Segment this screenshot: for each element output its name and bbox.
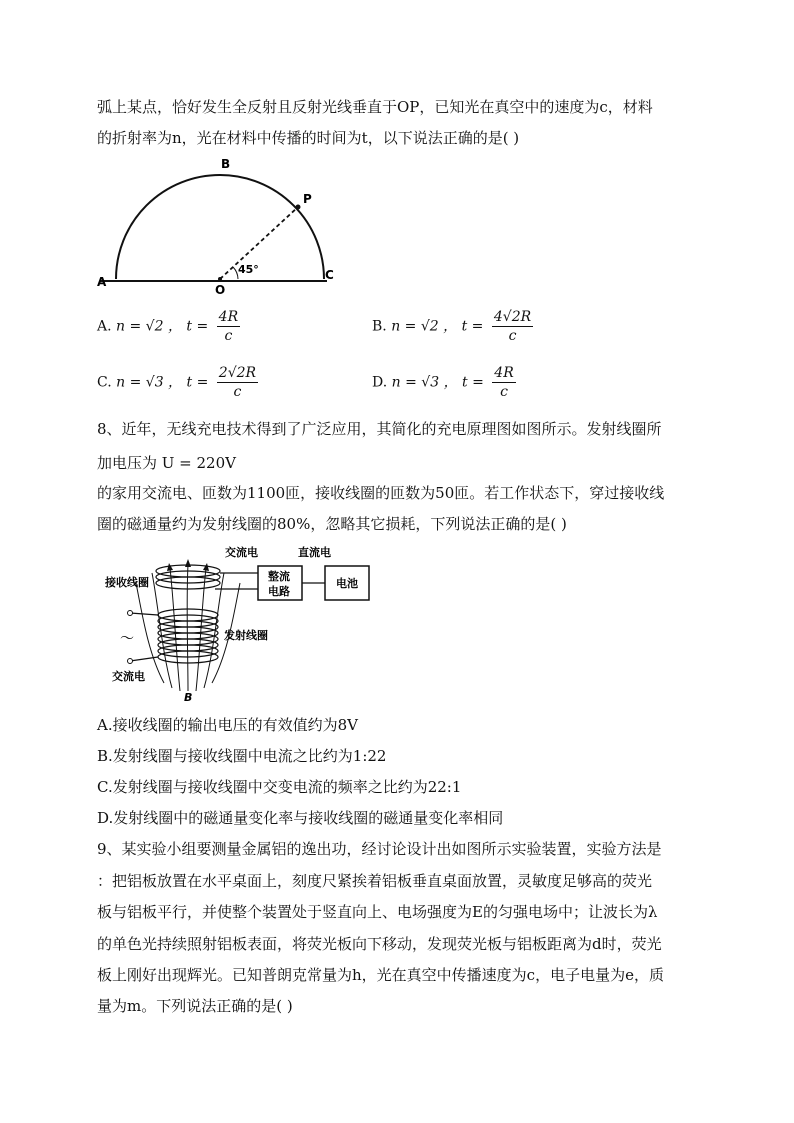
fraction-denominator: c [508,328,517,344]
label-b: B [221,157,231,171]
q8-text-line-4: 圈的磁通量约为发射线圈的80%，忽略其它损耗，下列说法正确的是( ) [97,515,567,533]
fraction-numerator: 4√2R [493,309,532,325]
label-b-field: B [184,691,193,703]
label-rectifier-2: 电路 [268,585,290,598]
fraction-denominator: c [233,384,242,400]
q7-option-c[interactable] [97,364,258,401]
fraction-numerator: 2√2R [218,365,257,381]
q8-text-line-3: 的家用交流电、匝数为1100匝，接收线圈的匝数为50匝。若工作状态下，穿过接收线 [97,484,665,502]
option-t: t = [186,318,209,335]
q8-option-b[interactable]: B.发射线圈与接收线圈中电流之比约为1:22 [97,747,387,765]
q8-text-line-2: 加电压为 U = 220V [97,454,236,472]
option-t: t = [186,374,209,391]
label-transmit-coil: 发射线圈 [224,629,268,642]
point-o [218,277,222,281]
label-angle: 45° [238,263,259,276]
q7-option-a[interactable] [97,308,240,345]
semicircle-arc [116,175,324,279]
q7-text-line-1: 弧上某点，恰好发生全反射且反射光线垂直于OP，已知光在真空中的速度为c，材料 [97,98,653,116]
q9-text-line-2: ：把铝板放置在水平桌面上，刻度尺紧挨着铝板垂直桌面放置，灵敏度足够高的荧光 [97,872,653,890]
label-ac-bottom: 交流电 [112,670,145,683]
q7-option-b[interactable] [372,308,533,345]
q9-text-line-3: 板与铝板平行，并使整个装置处于竖直向上、电场强度为E的匀强电场中；让波长为λ [97,903,658,921]
q7-option-d[interactable] [372,364,516,401]
option-label: D. [372,374,388,391]
q9-text-line-6: 量为m。下列说法正确的是( ) [97,997,293,1015]
label-tilde: ～ [120,631,134,647]
op-dashed-line [220,207,298,279]
option-n: n = √2 ， [391,318,458,335]
wireless-charging-figure [100,543,400,703]
fraction-numerator: 4R [494,365,514,381]
label-ac-top: 交流电 [225,546,258,559]
label-a: A [97,275,107,289]
option-label: C. [97,374,112,391]
label-battery: 电池 [336,577,358,590]
q8-option-d[interactable]: D.发射线圈中的磁通量变化率与接收线圈的磁通量变化率相同 [97,809,504,827]
label-receive-coil: 接收线圈 [105,576,149,589]
q9-text-line-4: 的单色光持续照射铝板表面，将荧光板向下移动，发现荧光板与铝板距离为d时，荧光 [97,935,662,953]
fraction-denominator: c [224,328,233,344]
label-o: O [215,283,226,295]
q8-option-a[interactable]: A.接收线圈的输出电压的有效值约为8V [97,716,358,734]
option-t: t = [461,318,484,335]
q9-text-line-5: 板上刚好出现辉光。已知普朗克常量为h，光在真空中传播速度为c，电子电量为e，质 [97,966,664,984]
label-rectifier-1: 整流 [268,570,290,583]
option-n: n = √2 ， [116,318,182,335]
q8-text-line-1: 8、近年，无线充电技术得到了广泛应用，其简化的充电原理图如图所示。发射线圈所 [97,420,662,438]
point-p [296,205,301,210]
option-n: n = √3 ， [391,374,458,391]
option-label: B. [372,318,387,335]
option-label: A. [97,318,112,335]
magnetic-field-lines [136,565,240,691]
label-c: C [325,268,334,282]
q9-text-line-1: 9、某实验小组要测量金属铝的逸出功，经讨论设计出如图所示实验装置，实验方法是 [97,840,662,858]
q7-text-line-2: 的折射率为n，光在材料中传播的时间为t，以下说法正确的是( ) [97,129,520,147]
fraction-denominator: c [500,384,508,400]
label-dc: 直流电 [298,546,331,559]
option-n: n = √3 ， [116,374,183,391]
q8-option-c[interactable]: C.发射线圈与接收线圈中交变电流的频率之比约为22:1 [97,778,462,796]
label-p: P [303,192,312,206]
semicircle-figure [95,155,345,295]
fraction-numerator: 4R [218,309,239,325]
option-t: t = [462,374,484,391]
